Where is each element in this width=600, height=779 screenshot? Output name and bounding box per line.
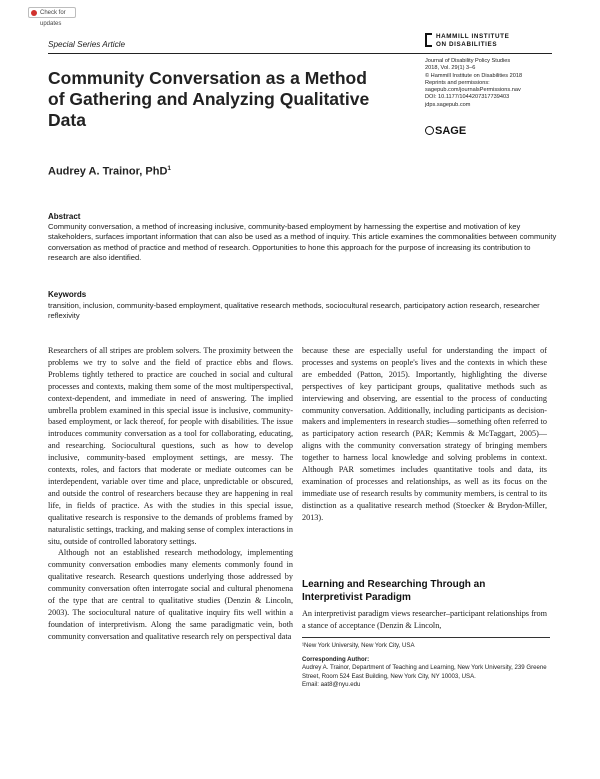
- body-column-right-continued: [302, 608, 547, 632]
- check-updates-icon: [31, 10, 37, 16]
- body-paragraph: An interpretivist paradigm views researcher–participant relationships from a stance of acceptance (Denzin & Lincoln,: [302, 609, 547, 630]
- journal-doi[interactable]: DOI: 10.1177/1044207317739403: [425, 94, 510, 101]
- publisher-logo-line1: HAMMILL INSTITUTE: [436, 33, 510, 40]
- section-heading: Learning and Researching Through an Interpretivist Paradigm: [302, 579, 486, 603]
- header-divider: [48, 53, 552, 54]
- corresponding-author-details: Audrey A. Trainor, Department of Teaching and Learning, New York University, 239 Greene Street, Room 524 East Building, New York City, NY 10003, USA.: [302, 664, 547, 680]
- corresponding-author-heading: Corresponding Author:: [302, 655, 370, 663]
- article-author: [48, 165, 171, 178]
- body-paragraph: Researchers of all stripes are problem solvers. The proximity between the problems we try to solve and the field of practice ebbs and flows. Problems tightly tethered to practice are couched in social and cultural processes and contexts, making them some of the most multiperspectival, context-dependent, and immediate in need of answering. The implied umbrella problem examined in this special issue is inclusive, community-based employment, or lack thereof, for people with disabilities. The issue introduces community conversation as a tool for collaborating, educating, and researching. Sociocultural questions, such as how to develop inclusive, community-based employment settings, are messy. The contexts, roles, and factors that moderate or mediate outcomes can be interdependent, variable over time and place, unpredictable or obscured, and outside the control of researchers because they are happening in real life, in fields of practice. As with the studies in this special issue, qualitative research is responsive to the demands of problems framed by naturalistic settings, tracking, and making sense of complex interactions in situ, outside of controlled laboratory settings.: [48, 346, 293, 546]
- author-affiliation-marker: 1: [167, 165, 172, 172]
- abstract-text: Community conversation, a method of increasing inclusive, community-based employment by harnessing the expertise and motivation of key stakeholders, surfaces important information that can also be used as a method of inquiry. This article examines the commonalities between community conversation as method of practice and method of research. Opportunities to hone this approach for the purpose of increasing its contribution to research are also identified.: [48, 222, 557, 263]
- abstract-heading: Abstract: [48, 212, 81, 221]
- publisher-logo-line2: ON DISABILITIES: [436, 41, 498, 48]
- keywords-text: transition, inclusion, community-based employment, qualitative research methods, sociocultural research, participatory action research, researcher reflexivity: [48, 301, 540, 321]
- journal-copyright: © Hammill Institute on Disabilities 2018: [425, 72, 523, 79]
- body-paragraph: because these are especially useful for understanding the impact of processes and systems on people's lives and the contexts in which these are embedded (Patton, 2015). Importantly, highlighting the diverse perspectives of key participant groups, qualitative methods such as interviewing and observing, are essential to the process of conducting community conversation. Additionally, including participants as decision-makers and implementers in research studies—something often referred to as participatory action research (PAR; Kemmis & McTaggart, 2005)—aligns with the community conversation strategy of bringing members together to harness local knowledge and solving problems in context. Although PAR sometimes includes quantitative tools and data, its examination of processes and relationships, as well as its focus on the immediate use of research results by community members, is central to its distinction as a qualitative research method (Stoecker & Brydon-Miller, 2013).: [302, 346, 547, 522]
- body-paragraph: Although not an established research methodology, implementing community conversation embodies many elements commonly found in qualitative research. Research questions underlying those addressed by community conversation often interrogate social and cultural phenomena of the type that are central to qualitative studies (Denzin & Lincoln, 2003). The sociocultural nature of qualitative inquiry fits well within a foundation of interpretivism. Along the same paradigmatic vein, both community conversation and qualitative research rely on perspectival data: [48, 548, 293, 641]
- check-for-updates-badge[interactable]: [28, 7, 76, 27]
- author-name: Audrey A. Trainor, PhD: [48, 165, 168, 178]
- corresponding-author-email[interactable]: Email: aat8@nyu.edu: [302, 681, 361, 689]
- sage-logo-text: SAGE: [435, 125, 467, 137]
- journal-permissions-link[interactable]: sagepub.com/journalsPermissions.nav: [425, 87, 521, 94]
- journal-name: Journal of Disability Policy Studies: [425, 58, 511, 64]
- sage-logo-icon: [425, 126, 434, 135]
- affiliation-note: ¹New York University, New York City, USA: [302, 642, 415, 649]
- journal-info: [425, 58, 575, 109]
- keywords-heading: Keywords: [48, 290, 87, 299]
- journal-site-link[interactable]: jdps.sagepub.com: [425, 101, 471, 108]
- article-title: Community Conversation as a Method of Gathering and Analyzing Qualitative Data: [48, 68, 370, 130]
- series-label: Special Series Article: [48, 40, 126, 49]
- body-column-right: [302, 345, 547, 524]
- hammill-logo-icon: [425, 33, 432, 47]
- journal-volume: 2018, Vol. 29(1) 3–6: [425, 65, 476, 72]
- journal-reprints: Reprints and permissions:: [425, 79, 490, 86]
- footnotes: [302, 642, 552, 690]
- footnote-divider: [302, 637, 550, 638]
- body-column-left: [48, 345, 293, 643]
- check-for-updates-label: Check for updates: [40, 10, 66, 27]
- sage-logo: [425, 125, 466, 137]
